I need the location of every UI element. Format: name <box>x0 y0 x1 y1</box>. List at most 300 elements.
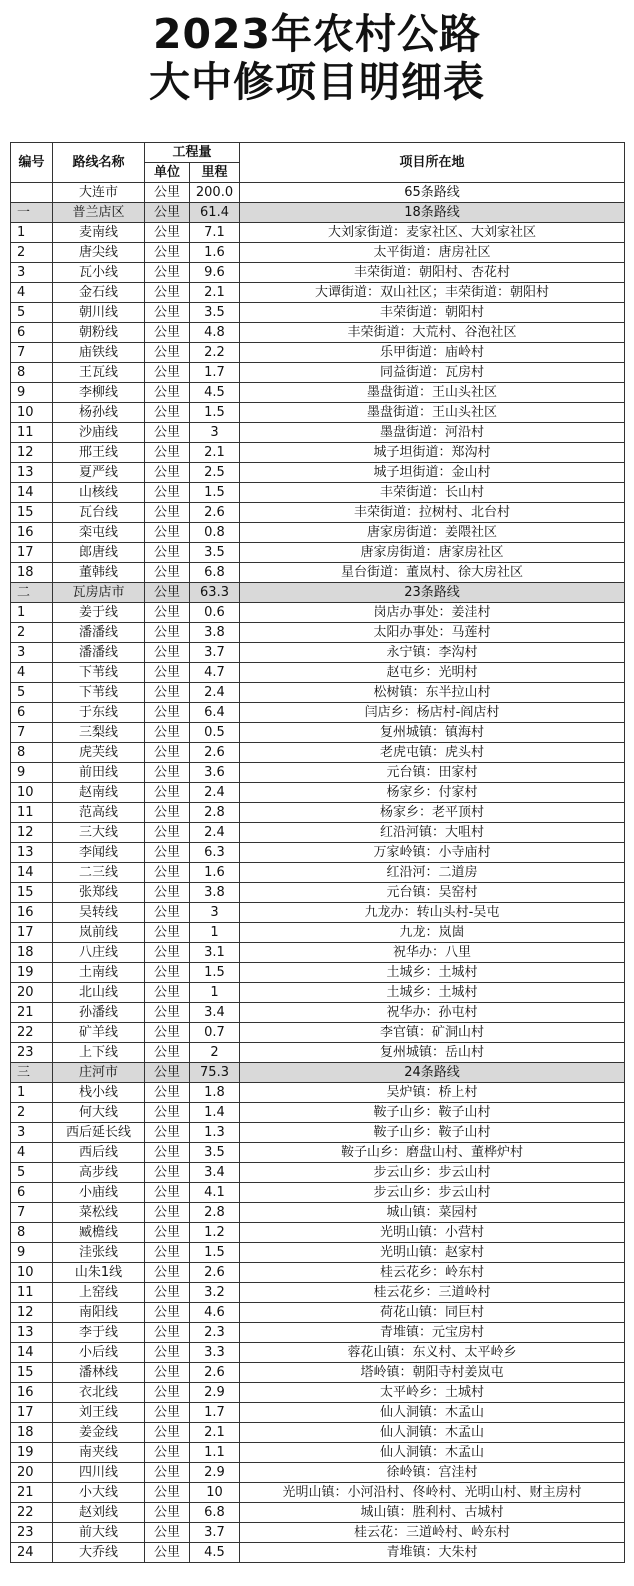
cell-route-name: 潘潘线 <box>53 643 145 663</box>
cell-unit: 公里 <box>145 1323 190 1343</box>
cell-location: 太阳办事处：马莲村 <box>240 623 625 643</box>
cell-no: 二 <box>11 583 53 603</box>
cell-no: 4 <box>11 663 53 683</box>
header-quantity: 工程量 <box>145 143 240 163</box>
cell-no: 13 <box>11 843 53 863</box>
cell-no: 1 <box>11 223 53 243</box>
cell-no: 1 <box>11 1083 53 1103</box>
table-row <box>11 443 625 463</box>
header-route-name: 路线名称 <box>53 143 145 183</box>
cell-route-name: 董韩线 <box>53 563 145 583</box>
cell-unit: 公里 <box>145 283 190 303</box>
cell-mileage: 3.5 <box>190 1143 240 1163</box>
cell-route-name: 吴转线 <box>53 903 145 923</box>
cell-location: 光明山镇：小河沿村、佟岭村、光明山村、财主房村 <box>240 1483 625 1503</box>
cell-location: 土城乡：土城村 <box>240 963 625 983</box>
table-row <box>11 1423 625 1443</box>
cell-mileage: 1.8 <box>190 1083 240 1103</box>
cell-unit: 公里 <box>145 1503 190 1523</box>
cell-no: 22 <box>11 1023 53 1043</box>
table-row <box>11 663 625 683</box>
cell-unit: 公里 <box>145 463 190 483</box>
table-row <box>11 963 625 983</box>
cell-mileage: 1.2 <box>190 1223 240 1243</box>
cell-mileage: 3.6 <box>190 763 240 783</box>
cell-route-name: 王瓦线 <box>53 363 145 383</box>
cell-route-name: 唐尖线 <box>53 243 145 263</box>
cell-no: 一 <box>11 203 53 223</box>
cell-unit: 公里 <box>145 623 190 643</box>
table-row <box>11 243 625 263</box>
cell-route-name: 瓦台线 <box>53 503 145 523</box>
cell-unit: 公里 <box>145 323 190 343</box>
cell-mileage: 1.1 <box>190 1443 240 1463</box>
cell-unit: 公里 <box>145 503 190 523</box>
table-row <box>11 1123 625 1143</box>
table-row <box>11 463 625 483</box>
cell-mileage: 1.5 <box>190 1243 240 1263</box>
table-row <box>11 1543 625 1563</box>
table-row <box>11 543 625 563</box>
cell-unit: 公里 <box>145 1023 190 1043</box>
cell-mileage: 2.4 <box>190 823 240 843</box>
cell-no: 9 <box>11 383 53 403</box>
table-row <box>11 1363 625 1383</box>
table-row <box>11 723 625 743</box>
cell-route-name: 大乔线 <box>53 1543 145 1563</box>
cell-location: 星台街道：董岚村、徐大房社区 <box>240 563 625 583</box>
cell-location: 65条路线 <box>240 183 625 203</box>
cell-unit: 公里 <box>145 223 190 243</box>
cell-location: 永宁镇：李沟村 <box>240 643 625 663</box>
cell-unit: 公里 <box>145 443 190 463</box>
cell-route-name: 南夹线 <box>53 1443 145 1463</box>
table-row <box>11 1183 625 1203</box>
cell-mileage: 2.4 <box>190 783 240 803</box>
cell-no: 15 <box>11 883 53 903</box>
cell-route-name: 三梨线 <box>53 723 145 743</box>
cell-no: 16 <box>11 903 53 923</box>
cell-unit: 公里 <box>145 183 190 203</box>
cell-location: 杨家乡：付家村 <box>240 783 625 803</box>
table-row <box>11 1163 625 1183</box>
cell-location: 丰荣街道：朝阳村、杏花村 <box>240 263 625 283</box>
cell-unit: 公里 <box>145 1483 190 1503</box>
table-row <box>11 603 625 623</box>
cell-mileage: 4.8 <box>190 323 240 343</box>
cell-mileage: 2.5 <box>190 463 240 483</box>
cell-route-name: 孙潘线 <box>53 1003 145 1023</box>
cell-mileage: 200.0 <box>190 183 240 203</box>
cell-no: 3 <box>11 1123 53 1143</box>
cell-location: 光明山镇：小营村 <box>240 1223 625 1243</box>
cell-route-name: 下苇线 <box>53 663 145 683</box>
cell-route-name: 刘王线 <box>53 1403 145 1423</box>
cell-mileage: 6.8 <box>190 1503 240 1523</box>
cell-route-name: 虎芙线 <box>53 743 145 763</box>
cell-unit: 公里 <box>145 383 190 403</box>
cell-location: 桂云花乡：三道岭村 <box>240 1283 625 1303</box>
cell-no: 10 <box>11 1263 53 1283</box>
cell-route-name: 李闻线 <box>53 843 145 863</box>
cell-route-name: 臧檐线 <box>53 1223 145 1243</box>
table-row <box>11 683 625 703</box>
cell-unit: 公里 <box>145 643 190 663</box>
table-row <box>11 783 625 803</box>
cell-no: 12 <box>11 1303 53 1323</box>
cell-unit: 公里 <box>145 1443 190 1463</box>
cell-no: 17 <box>11 1403 53 1423</box>
cell-mileage: 3.5 <box>190 303 240 323</box>
cell-location: 唐家房街道：唐家房社区 <box>240 543 625 563</box>
cell-mileage: 0.5 <box>190 723 240 743</box>
cell-mileage: 3.5 <box>190 543 240 563</box>
cell-location: 闫店乡：杨店村-阎店村 <box>240 703 625 723</box>
cell-unit: 公里 <box>145 923 190 943</box>
cell-unit: 公里 <box>145 883 190 903</box>
cell-unit: 公里 <box>145 803 190 823</box>
cell-route-name: 土南线 <box>53 963 145 983</box>
cell-route-name: 前田线 <box>53 763 145 783</box>
cell-no: 14 <box>11 483 53 503</box>
cell-mileage: 7.1 <box>190 223 240 243</box>
cell-location: 丰荣街道：大荒村、谷泡社区 <box>240 323 625 343</box>
cell-no: 23 <box>11 1043 53 1063</box>
cell-unit: 公里 <box>145 423 190 443</box>
cell-route-name: 北山线 <box>53 983 145 1003</box>
cell-unit: 公里 <box>145 523 190 543</box>
cell-location: 李官镇：矿洞山村 <box>240 1023 625 1043</box>
cell-unit: 公里 <box>145 703 190 723</box>
cell-unit: 公里 <box>145 963 190 983</box>
table-row <box>11 923 625 943</box>
cell-mileage: 0.7 <box>190 1023 240 1043</box>
cell-location: 仙人洞镇：木孟山 <box>240 1443 625 1463</box>
cell-route-name: 衣北线 <box>53 1383 145 1403</box>
cell-unit: 公里 <box>145 863 190 883</box>
header-no: 编号 <box>11 143 53 183</box>
table-row <box>11 903 625 923</box>
cell-mileage: 1.6 <box>190 243 240 263</box>
cell-location: 祝华办：孙屯村 <box>240 1003 625 1023</box>
cell-unit: 公里 <box>145 403 190 423</box>
cell-route-name: 矿羊线 <box>53 1023 145 1043</box>
cell-no: 4 <box>11 283 53 303</box>
cell-mileage: 2 <box>190 1043 240 1063</box>
header-location: 项目所在地 <box>240 143 625 183</box>
cell-route-name: 西后线 <box>53 1143 145 1163</box>
cell-no: 9 <box>11 1243 53 1263</box>
cell-no: 7 <box>11 1203 53 1223</box>
cell-route-name: 朝粉线 <box>53 323 145 343</box>
cell-no: 8 <box>11 743 53 763</box>
cell-no: 18 <box>11 1423 53 1443</box>
cell-route-name: 赵刘线 <box>53 1503 145 1523</box>
cell-route-name: 郎唐线 <box>53 543 145 563</box>
page-title-line1: 2023年农村公路 <box>152 10 482 58</box>
cell-route-name: 南阳线 <box>53 1303 145 1323</box>
table-row <box>11 643 625 663</box>
cell-unit: 公里 <box>145 1383 190 1403</box>
cell-location: 桂云花：三道岭村、岭东村 <box>240 1523 625 1543</box>
table-row <box>11 563 625 583</box>
cell-unit: 公里 <box>145 1043 190 1063</box>
cell-location: 吴炉镇：桥上村 <box>240 1083 625 1103</box>
cell-no: 3 <box>11 643 53 663</box>
cell-unit: 公里 <box>145 343 190 363</box>
cell-route-name: 上窑线 <box>53 1283 145 1303</box>
cell-location: 复州城镇：岳山村 <box>240 1043 625 1063</box>
cell-location: 步云山乡：步云山村 <box>240 1163 625 1183</box>
table-row <box>11 1323 625 1343</box>
cell-unit: 公里 <box>145 1103 190 1123</box>
project-table <box>10 142 625 1563</box>
cell-no: 6 <box>11 1183 53 1203</box>
cell-mileage: 3.8 <box>190 623 240 643</box>
table-row <box>11 323 625 343</box>
cell-location: 元台镇：田家村 <box>240 763 625 783</box>
table-row <box>11 623 625 643</box>
cell-unit: 公里 <box>145 843 190 863</box>
cell-route-name: 大连市 <box>53 183 145 203</box>
cell-mileage: 2.8 <box>190 1203 240 1223</box>
cell-route-name: 范高线 <box>53 803 145 823</box>
table-row <box>11 383 625 403</box>
cell-location: 九龙办：转山头村-吴屯 <box>240 903 625 923</box>
table-row <box>11 1343 625 1363</box>
group-row <box>11 1063 625 1083</box>
cell-no: 11 <box>11 803 53 823</box>
table-row <box>11 1023 625 1043</box>
page-title-line2: 大中修项目明细表 <box>149 58 485 106</box>
cell-mileage: 2.9 <box>190 1463 240 1483</box>
cell-location: 青堆镇：元宝房村 <box>240 1323 625 1343</box>
cell-route-name: 西后延长线 <box>53 1123 145 1143</box>
cell-unit: 公里 <box>145 1203 190 1223</box>
cell-route-name: 上下线 <box>53 1043 145 1063</box>
table-row <box>11 423 625 443</box>
cell-location: 仙人洞镇：木孟山 <box>240 1403 625 1423</box>
cell-route-name: 前大线 <box>53 1523 145 1543</box>
cell-location: 仙人洞镇：木孟山 <box>240 1423 625 1443</box>
cell-mileage: 9.6 <box>190 263 240 283</box>
cell-no: 6 <box>11 703 53 723</box>
title-block <box>0 10 634 106</box>
cell-unit: 公里 <box>145 1283 190 1303</box>
cell-route-name: 二三线 <box>53 863 145 883</box>
cell-mileage: 2.2 <box>190 343 240 363</box>
cell-no: 19 <box>11 1443 53 1463</box>
cell-no: 22 <box>11 1503 53 1523</box>
cell-mileage: 61.4 <box>190 203 240 223</box>
table-row <box>11 343 625 363</box>
table-row <box>11 1143 625 1163</box>
table-row <box>11 863 625 883</box>
cell-no: 12 <box>11 443 53 463</box>
cell-location: 光明山镇：赵家村 <box>240 1243 625 1263</box>
cell-unit: 公里 <box>145 483 190 503</box>
cell-unit: 公里 <box>145 563 190 583</box>
cell-no: 13 <box>11 463 53 483</box>
table-row <box>11 1483 625 1503</box>
cell-location: 红沿河：二道房 <box>240 863 625 883</box>
cell-route-name: 麦南线 <box>53 223 145 243</box>
cell-mileage: 4.5 <box>190 383 240 403</box>
cell-unit: 公里 <box>145 1403 190 1423</box>
table-row <box>11 1523 625 1543</box>
total-row <box>11 183 625 203</box>
cell-unit: 公里 <box>145 203 190 223</box>
table-row <box>11 883 625 903</box>
table-row <box>11 1203 625 1223</box>
cell-no: 21 <box>11 1003 53 1023</box>
header-unit: 单位 <box>145 163 190 183</box>
cell-route-name: 下苇线 <box>53 683 145 703</box>
cell-location: 鞍子山乡：磨盘山村、董桦炉村 <box>240 1143 625 1163</box>
cell-location: 复州城镇：镇海村 <box>240 723 625 743</box>
table-row <box>11 1263 625 1283</box>
cell-mileage: 1.5 <box>190 963 240 983</box>
cell-location: 徐岭镇：宫洼村 <box>240 1463 625 1483</box>
cell-route-name: 菜松线 <box>53 1203 145 1223</box>
cell-location: 桂云花乡：岭东村 <box>240 1263 625 1283</box>
cell-unit: 公里 <box>145 1123 190 1143</box>
cell-unit: 公里 <box>145 1343 190 1363</box>
table-row <box>11 1403 625 1423</box>
cell-no: 16 <box>11 1383 53 1403</box>
cell-route-name: 岚前线 <box>53 923 145 943</box>
cell-unit: 公里 <box>145 1263 190 1283</box>
table-row <box>11 1463 625 1483</box>
table-row <box>11 1103 625 1123</box>
table-body <box>11 183 625 1563</box>
cell-mileage: 6.8 <box>190 563 240 583</box>
cell-mileage: 3 <box>190 903 240 923</box>
cell-route-name: 普兰店区 <box>53 203 145 223</box>
cell-no: 5 <box>11 683 53 703</box>
cell-no: 18 <box>11 943 53 963</box>
cell-location: 大谭街道：双山社区；丰荣街道：朝阳村 <box>240 283 625 303</box>
cell-route-name: 夏严线 <box>53 463 145 483</box>
table-row <box>11 363 625 383</box>
cell-route-name: 山核线 <box>53 483 145 503</box>
table-row <box>11 943 625 963</box>
cell-mileage: 3.3 <box>190 1343 240 1363</box>
table-row <box>11 1503 625 1523</box>
cell-no: 20 <box>11 983 53 1003</box>
cell-route-name: 姜金线 <box>53 1423 145 1443</box>
cell-no: 7 <box>11 343 53 363</box>
cell-unit: 公里 <box>145 823 190 843</box>
cell-mileage: 1.6 <box>190 863 240 883</box>
group-row <box>11 203 625 223</box>
cell-mileage: 4.1 <box>190 1183 240 1203</box>
cell-unit: 公里 <box>145 1183 190 1203</box>
cell-mileage: 1.3 <box>190 1123 240 1143</box>
cell-route-name: 潘潘线 <box>53 623 145 643</box>
cell-location: 城子坦街道：郑沟村 <box>240 443 625 463</box>
cell-route-name: 朝川线 <box>53 303 145 323</box>
cell-no: 4 <box>11 1143 53 1163</box>
cell-mileage: 3.4 <box>190 1163 240 1183</box>
cell-route-name: 姜于线 <box>53 603 145 623</box>
cell-route-name: 高步线 <box>53 1163 145 1183</box>
cell-location: 老虎屯镇：虎头村 <box>240 743 625 763</box>
cell-no: 6 <box>11 323 53 343</box>
cell-no: 2 <box>11 243 53 263</box>
cell-mileage: 2.8 <box>190 803 240 823</box>
cell-unit: 公里 <box>145 1523 190 1543</box>
table-row <box>11 823 625 843</box>
cell-unit: 公里 <box>145 243 190 263</box>
cell-unit: 公里 <box>145 943 190 963</box>
cell-route-name: 李于线 <box>53 1323 145 1343</box>
cell-location: 万家岭镇：小寺庙村 <box>240 843 625 863</box>
table-row <box>11 523 625 543</box>
group-row <box>11 583 625 603</box>
cell-location: 鞍子山乡：鞍子山村 <box>240 1103 625 1123</box>
cell-unit: 公里 <box>145 1243 190 1263</box>
cell-no: 15 <box>11 503 53 523</box>
table-header <box>11 143 625 183</box>
cell-no: 17 <box>11 543 53 563</box>
cell-route-name: 小后线 <box>53 1343 145 1363</box>
cell-route-name: 何大线 <box>53 1103 145 1123</box>
cell-unit: 公里 <box>145 683 190 703</box>
cell-route-name: 四川线 <box>53 1463 145 1483</box>
cell-unit: 公里 <box>145 303 190 323</box>
cell-location: 蓉花山镇：东义村、太平岭乡 <box>240 1343 625 1363</box>
cell-route-name: 山朱1线 <box>53 1263 145 1283</box>
cell-location: 24条路线 <box>240 1063 625 1083</box>
cell-location: 墨盘街道：王山头社区 <box>240 403 625 423</box>
cell-route-name: 栈小线 <box>53 1083 145 1103</box>
cell-no: 24 <box>11 1543 53 1563</box>
cell-location: 步云山乡：步云山村 <box>240 1183 625 1203</box>
cell-location: 杨家乡：老平顶村 <box>240 803 625 823</box>
cell-no: 11 <box>11 423 53 443</box>
table-row <box>11 843 625 863</box>
cell-mileage: 3.8 <box>190 883 240 903</box>
cell-mileage: 3 <box>190 423 240 443</box>
cell-location: 乐甲街道：庙岭村 <box>240 343 625 363</box>
cell-mileage: 6.3 <box>190 843 240 863</box>
cell-no: 2 <box>11 623 53 643</box>
cell-unit: 公里 <box>145 263 190 283</box>
cell-route-name: 潘林线 <box>53 1363 145 1383</box>
cell-unit: 公里 <box>145 1003 190 1023</box>
table-row <box>11 983 625 1003</box>
cell-no: 10 <box>11 403 53 423</box>
cell-location: 太平岭乡：土城村 <box>240 1383 625 1403</box>
cell-route-name: 小大线 <box>53 1483 145 1503</box>
cell-mileage: 6.4 <box>190 703 240 723</box>
cell-mileage: 1.5 <box>190 403 240 423</box>
cell-location: 岗店办事处：姜洼村 <box>240 603 625 623</box>
table-row <box>11 1383 625 1403</box>
cell-no: 8 <box>11 363 53 383</box>
table-row <box>11 803 625 823</box>
cell-no: 7 <box>11 723 53 743</box>
cell-no: 15 <box>11 1363 53 1383</box>
cell-route-name: 杨孙线 <box>53 403 145 423</box>
cell-no: 20 <box>11 1463 53 1483</box>
cell-mileage: 75.3 <box>190 1063 240 1083</box>
cell-location: 同益街道：瓦房村 <box>240 363 625 383</box>
cell-location: 红沿河镇：大咀村 <box>240 823 625 843</box>
table-row <box>11 1083 625 1103</box>
cell-mileage: 4.7 <box>190 663 240 683</box>
